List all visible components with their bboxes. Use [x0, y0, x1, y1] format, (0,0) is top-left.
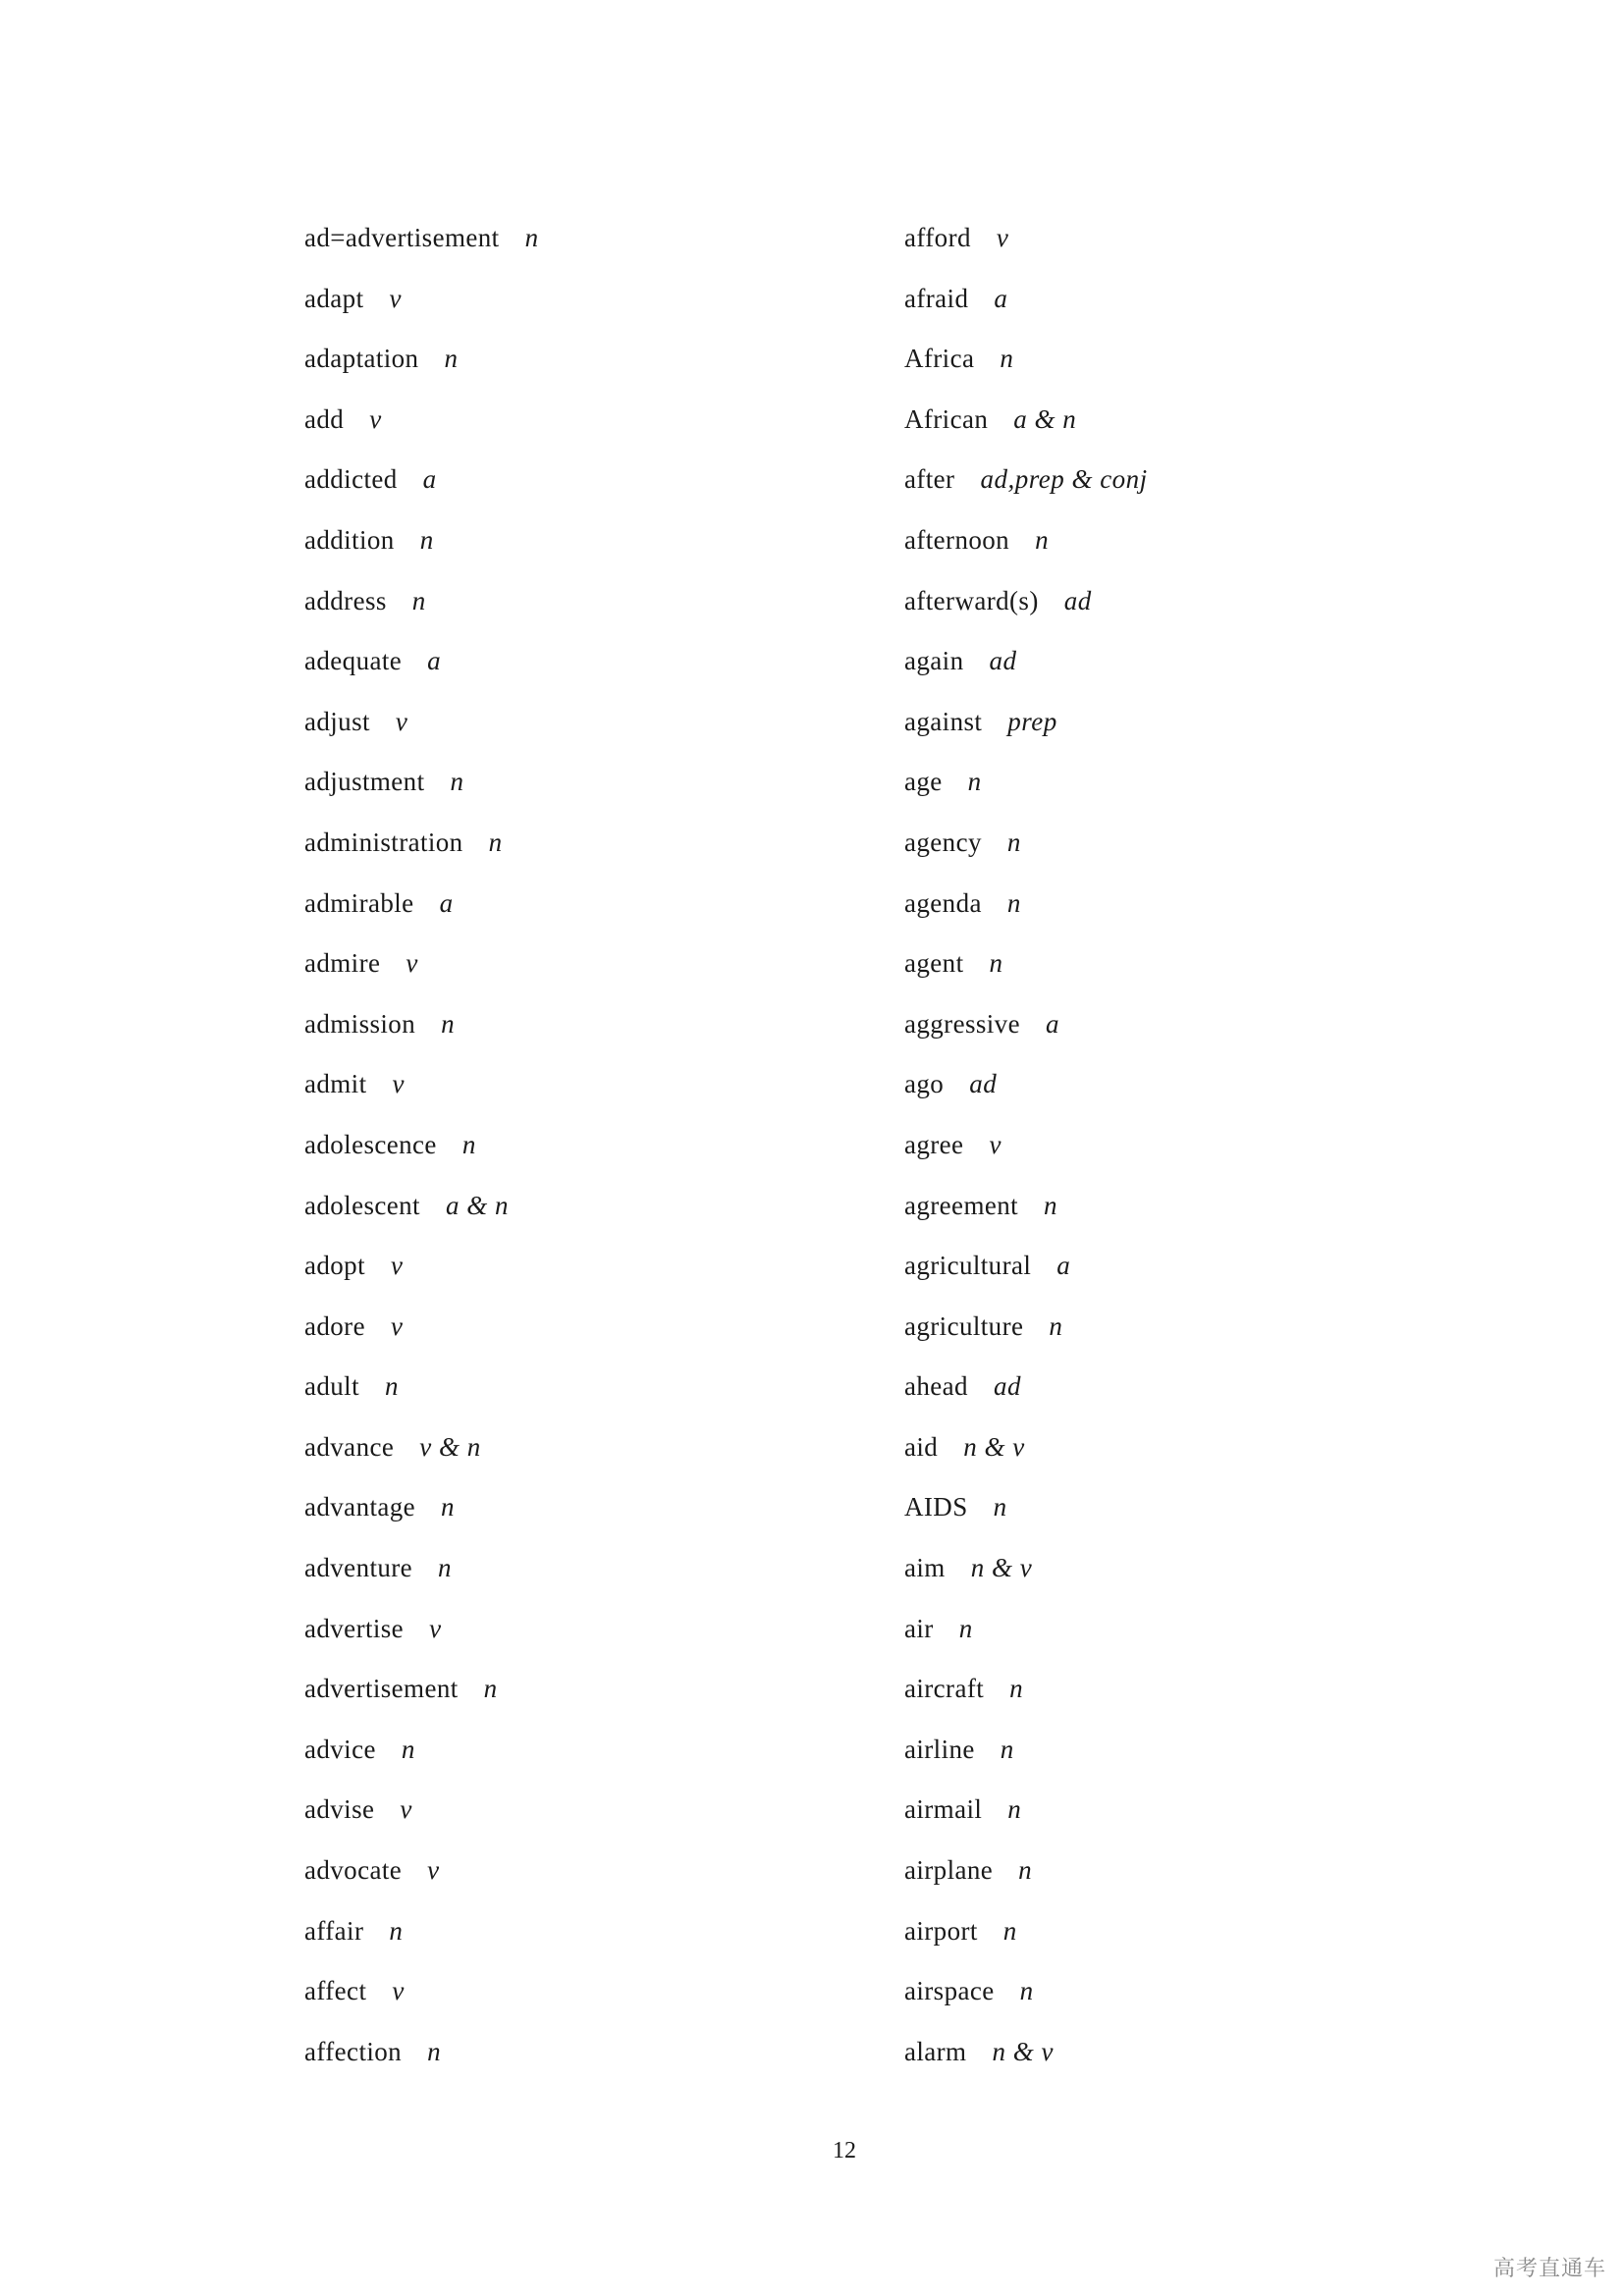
vocabulary-entry [904, 632, 1148, 693]
entry-part-of-speech: prep [1007, 706, 1057, 736]
entry-part-of-speech: a [1056, 1251, 1071, 1281]
vocabulary-entry [304, 1781, 539, 1842]
vocabulary-entry [304, 1237, 539, 1298]
entry-word: advise [304, 1794, 375, 1825]
vocabulary-entry [304, 1902, 539, 1963]
entry-part-of-speech: v [429, 1613, 442, 1643]
vocabulary-entry [904, 1055, 1148, 1116]
vocabulary-entry [904, 1358, 1148, 1418]
entry-part-of-speech: n [488, 827, 503, 857]
entry-part-of-speech: v [389, 283, 402, 313]
entry-word: admission [304, 1008, 416, 1039]
vocabulary-entry [304, 995, 539, 1056]
entry-word: adventure [304, 1553, 413, 1583]
entry-word: admit [304, 1069, 367, 1099]
entry-part-of-speech: n [1018, 1855, 1033, 1886]
entry-part-of-speech: n [1000, 344, 1014, 374]
vocabulary-entry [904, 875, 1148, 935]
entry-part-of-speech: ad [989, 646, 1017, 676]
vocabulary-entry [304, 1177, 539, 1238]
entry-word: adolescent [304, 1190, 420, 1220]
vocabulary-entry [304, 753, 539, 814]
entry-word: against [904, 706, 983, 736]
entry-word: afraid [904, 283, 969, 313]
entry-word: adore [304, 1310, 365, 1341]
entry-part-of-speech: a [439, 887, 454, 918]
entry-part-of-speech: n [450, 767, 464, 797]
page-number: 12 [833, 2138, 856, 2163]
entry-word: advocate [304, 1855, 403, 1886]
vocabulary-entry [304, 1418, 539, 1479]
vocabulary-entry [304, 1298, 539, 1359]
entry-part-of-speech: n [1007, 1794, 1022, 1825]
entry-word: airplane [904, 1855, 994, 1886]
vocabulary-entry [904, 995, 1148, 1056]
entry-word: add [304, 403, 345, 434]
entry-part-of-speech: n [1006, 827, 1021, 857]
entry-word: ad=advertisement [304, 223, 500, 252]
vocabulary-entry [304, 875, 539, 935]
entry-word: affect [304, 1976, 367, 2006]
entry-part-of-speech: n [419, 524, 434, 555]
entry-word: afternoon [904, 524, 1010, 555]
vocabulary-entry [904, 1177, 1148, 1238]
entry-word: advance [304, 1431, 395, 1462]
entry-part-of-speech: v [996, 223, 1009, 252]
entry-part-of-speech: n [1049, 1310, 1063, 1341]
entry-part-of-speech: v [391, 1251, 404, 1281]
vocabulary-entry [904, 1660, 1148, 1721]
vocabulary-entry [304, 391, 539, 452]
entry-part-of-speech: v [989, 1129, 1001, 1159]
entry-part-of-speech: n [427, 2036, 442, 2066]
vocabulary-entry [304, 1116, 539, 1177]
entry-part-of-speech: n [438, 1553, 453, 1583]
entry-word: aggressive [904, 1008, 1020, 1039]
vocabulary-entry [904, 1116, 1148, 1177]
vocabulary-entry [904, 1842, 1148, 1902]
entry-word: addition [304, 524, 395, 555]
vocabulary-entry [304, 270, 539, 331]
entry-part-of-speech: n [524, 223, 539, 252]
entry-part-of-speech: n [967, 767, 982, 797]
vocabulary-entry [904, 1237, 1148, 1298]
entry-part-of-speech: n [993, 1492, 1007, 1522]
entry-word: adopt [304, 1251, 365, 1281]
entry-word: adjustment [304, 767, 425, 797]
entry-word: afterward(s) [904, 585, 1039, 615]
entry-word: adapt [304, 283, 364, 313]
entry-word: air [904, 1613, 934, 1643]
entry-part-of-speech: n [989, 948, 1003, 979]
vocabulary-entry [304, 209, 539, 270]
vocabulary-entry [904, 1418, 1148, 1479]
entry-part-of-speech: a [994, 283, 1008, 313]
entry-word: agriculture [904, 1310, 1024, 1341]
entry-word: airport [904, 1915, 978, 1946]
entry-word: agree [904, 1129, 964, 1159]
entry-word: agent [904, 948, 964, 979]
vocabulary-entry [304, 2023, 539, 2084]
vocabulary-entry [304, 330, 539, 391]
entry-part-of-speech: n [1000, 1734, 1014, 1764]
entry-part-of-speech: v [427, 1855, 440, 1886]
vocabulary-entry [904, 1781, 1148, 1842]
entry-part-of-speech: n [461, 1129, 476, 1159]
entry-word: advertise [304, 1613, 405, 1643]
entry-word: admire [304, 948, 381, 979]
entry-part-of-speech: n [1002, 1915, 1017, 1946]
entry-word: advantage [304, 1492, 416, 1522]
vocabulary-entry [304, 1660, 539, 1721]
vocabulary-entry [904, 391, 1148, 452]
entry-part-of-speech: a & n [445, 1190, 509, 1220]
vocabulary-entry [904, 572, 1148, 633]
vocabulary-entry [304, 934, 539, 995]
entry-part-of-speech: v & n [419, 1431, 481, 1462]
vocabulary-entry [904, 1600, 1148, 1661]
entry-word: address [304, 585, 387, 615]
vocabulary-entry [904, 330, 1148, 391]
vocabulary-entry [304, 1721, 539, 1782]
vocabulary-entry [304, 1358, 539, 1418]
entry-part-of-speech: n [411, 585, 426, 615]
entry-part-of-speech: v [392, 1976, 405, 2006]
entry-word: age [904, 767, 943, 797]
entry-part-of-speech: n [483, 1674, 498, 1704]
entry-word: aid [904, 1431, 939, 1462]
entry-word: AIDS [904, 1492, 968, 1522]
entry-word: advertisement [304, 1674, 459, 1704]
entry-part-of-speech: n & v [992, 2036, 1054, 2066]
entry-word: airmail [904, 1794, 983, 1825]
entry-part-of-speech: n & v [970, 1553, 1033, 1583]
entry-word: again [904, 646, 964, 676]
entry-part-of-speech: a [1045, 1008, 1059, 1039]
vocabulary-entry [304, 814, 539, 875]
entry-part-of-speech: n [441, 1492, 456, 1522]
vocabulary-entry [904, 209, 1148, 270]
entry-part-of-speech: a & n [1013, 403, 1077, 434]
entry-part-of-speech: ad,prep & conj [980, 464, 1148, 495]
entry-word: agricultural [904, 1251, 1032, 1281]
watermark-text: 高考直通车 [1492, 2257, 1606, 2281]
vocabulary-entry [904, 934, 1148, 995]
vocabulary-entry [904, 270, 1148, 331]
entry-part-of-speech: v [390, 1310, 404, 1341]
entry-word: administration [304, 827, 463, 857]
entry-word: afford [904, 223, 971, 252]
vocabulary-column-right [904, 209, 1148, 2083]
entry-word: agency [904, 827, 982, 857]
vocabulary-entry [304, 511, 539, 572]
entry-part-of-speech: n [1044, 1190, 1058, 1220]
entry-word: alarm [904, 2036, 967, 2066]
entry-part-of-speech: a [422, 464, 437, 495]
entry-word: affection [304, 2036, 403, 2066]
entry-part-of-speech: n [385, 1371, 399, 1402]
vocabulary-entry [304, 1539, 539, 1600]
entry-word: African [904, 403, 989, 434]
entry-word: airspace [904, 1976, 995, 2006]
entry-word: airline [904, 1734, 975, 1764]
entry-part-of-speech: n [1019, 1976, 1034, 2006]
vocabulary-entry [904, 1902, 1148, 1963]
entry-word: adjust [304, 706, 370, 736]
entry-word: advice [304, 1734, 376, 1764]
entry-word: after [904, 464, 955, 495]
entry-word: affair [304, 1915, 364, 1946]
entry-part-of-speech: ad [993, 1371, 1021, 1402]
entry-part-of-speech: n [1006, 887, 1021, 918]
entry-word: adaptation [304, 344, 419, 374]
vocabulary-entry [904, 693, 1148, 754]
entry-word: ahead [904, 1371, 968, 1402]
entry-part-of-speech: n [441, 1008, 456, 1039]
entry-part-of-speech: n [389, 1915, 404, 1946]
vocabulary-entry [904, 1478, 1148, 1539]
entry-part-of-speech: v [395, 706, 408, 736]
vocabulary-entry [304, 1055, 539, 1116]
entry-word: adult [304, 1371, 359, 1402]
entry-word: admirable [304, 887, 414, 918]
entry-word: Africa [904, 344, 975, 374]
vocabulary-entry [904, 753, 1148, 814]
vocabulary-entry [304, 451, 539, 511]
vocabulary-entry [304, 1962, 539, 2023]
entry-part-of-speech: n [1035, 524, 1050, 555]
vocabulary-entry [304, 1478, 539, 1539]
vocabulary-entry [904, 451, 1148, 511]
vocabulary-entry [904, 1962, 1148, 2023]
entry-part-of-speech: v [392, 1069, 405, 1099]
entry-part-of-speech: v [406, 948, 418, 979]
vocabulary-entry [304, 632, 539, 693]
entry-word: aim [904, 1553, 946, 1583]
vocabulary-entry [304, 693, 539, 754]
entry-part-of-speech: n [444, 344, 459, 374]
entry-part-of-speech: ad [1063, 585, 1092, 615]
entry-part-of-speech: n & v [963, 1431, 1025, 1462]
entry-word: adolescence [304, 1129, 437, 1159]
entry-part-of-speech: ad [969, 1069, 998, 1099]
vocabulary-entry [904, 2023, 1148, 2084]
vocabulary-entry [904, 1721, 1148, 1782]
entry-part-of-speech: a [427, 646, 442, 676]
entry-word: ago [904, 1069, 945, 1099]
entry-part-of-speech: v [400, 1794, 412, 1825]
entry-part-of-speech: n [401, 1734, 415, 1764]
vocabulary-entry [304, 1842, 539, 1902]
entry-word: aircraft [904, 1674, 985, 1704]
entry-word: adequate [304, 646, 403, 676]
entry-part-of-speech: v [369, 403, 382, 434]
entry-part-of-speech: n [1009, 1674, 1024, 1704]
entry-word: agreement [904, 1190, 1019, 1220]
vocabulary-entry [904, 1539, 1148, 1600]
entry-word: agenda [904, 887, 982, 918]
entry-word: addicted [304, 464, 398, 495]
entry-part-of-speech: n [958, 1613, 973, 1643]
vocabulary-column-left [304, 209, 539, 2083]
vocabulary-entry [904, 1298, 1148, 1359]
vocabulary-entry [904, 511, 1148, 572]
vocabulary-entry [304, 1600, 539, 1661]
vocabulary-entry [904, 814, 1148, 875]
vocabulary-entry [304, 572, 539, 633]
